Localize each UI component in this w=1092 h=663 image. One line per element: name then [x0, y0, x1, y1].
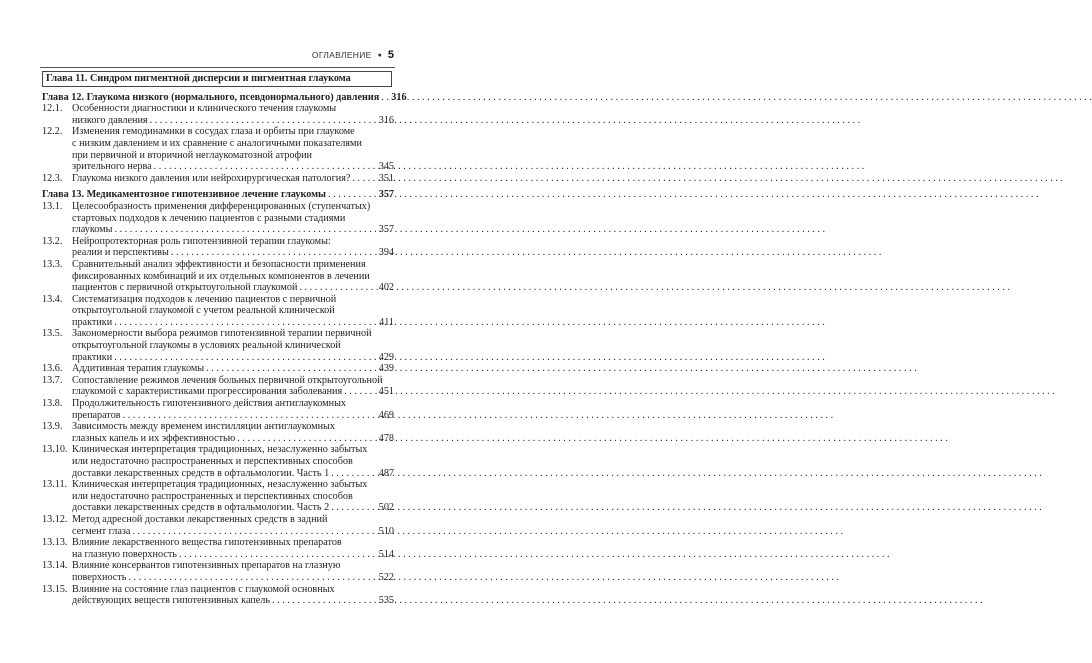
running-head [312, 47, 394, 63]
dot-leader [299, 282, 376, 294]
section-number: 13.8. [42, 398, 63, 410]
title-line-last [72, 549, 394, 561]
title-line: или недостаточно распространенных и перспективных способов [72, 456, 353, 467]
section-number: 12.1. [42, 103, 63, 115]
section-title [72, 201, 394, 236]
title-line: Клиническая интерпретация традиционных, незаслуженно забытых [72, 479, 368, 491]
toc-page-number: 478 [378, 432, 394, 444]
section-title [72, 173, 394, 185]
title-line: Сопоставление режимов лечения больных первичной открытоугольной [72, 374, 383, 386]
toc-entry [42, 259, 394, 294]
title-line-last [72, 386, 394, 398]
title-line: Сравнительный анализ эффективности и безопасности применения [72, 258, 366, 270]
title-line-text: доставки лекарственных средств в офтальмологии. Часть 1 [72, 467, 330, 479]
section-number: 12.3. [42, 172, 63, 184]
title-line-text: поверхность [72, 571, 127, 583]
toc-entry [42, 479, 394, 514]
toc-page-number: 357 [378, 189, 394, 201]
title-line: фиксированных комбинаций и их отдельных компонентов в лечении [72, 270, 370, 282]
dot-leader [154, 161, 377, 173]
title-line: открытоугольной глаукомы в условиях реальной клинической [72, 340, 341, 352]
dot-leader [132, 526, 376, 538]
title-line-text: Аддитивная терапия глаукомы [72, 363, 205, 375]
title-line-text: низкого давления [72, 114, 148, 126]
section-number: 13.12. [42, 513, 68, 525]
title-line: Систематизация подходов к лечению пациентов с первичной [72, 293, 337, 305]
title-line: Метод адресной доставки лекарственных средств в задний [72, 513, 328, 525]
page-number: 5 [387, 49, 394, 61]
title-line-text: Глаукома низкого давления или нейрохирургическая патология? [72, 172, 351, 184]
section-title [72, 236, 394, 259]
dot-leader [114, 224, 376, 236]
toc-entry [42, 201, 394, 236]
toc-entry [42, 294, 394, 329]
title-line-text: реалии и перспективы [72, 247, 169, 259]
toc-entry [42, 537, 394, 560]
title-line-last [72, 526, 394, 538]
title-line-text: практики [72, 351, 113, 363]
title-line-last [72, 161, 394, 173]
chapter-heading [42, 91, 407, 104]
toc-page-number: 345 [378, 161, 394, 173]
title-line-text: пациентов с первичной открытоугольной глаукомой [72, 282, 298, 294]
section-title [72, 584, 394, 607]
title-line: Влияние на состояние глаз пациентов с глаукомой основных [72, 583, 335, 595]
title-line-text: зрительного нерва [72, 161, 152, 173]
section-number: 13.4. [42, 293, 63, 305]
toc-page-number: 394 [378, 247, 394, 259]
title-line-last [72, 173, 394, 185]
toc-page-number: 439 [378, 363, 394, 375]
section-number: 13.13. [42, 537, 68, 549]
toc-page-number: 411 [379, 316, 394, 328]
title-line-last [72, 363, 394, 375]
title-line: при первичной и вторичной неглаукоматозной атрофии [72, 149, 313, 161]
section-number: 13.2. [42, 235, 63, 247]
title-line: Влияние лекарственного вещества гипотензивных препаратов [72, 537, 342, 549]
title-line: Нейропротекторная роль гипотензивной терапии глаукомы: [72, 235, 331, 247]
dot-leader [331, 468, 377, 480]
section-title [72, 514, 394, 537]
table-of-contents [42, 71, 407, 607]
section-title [72, 363, 394, 375]
title-line: Изменения гемодинамики в сосудах глаза и орбиты при глаукоме [72, 126, 355, 138]
dot-leader [272, 595, 377, 607]
dot-leader [352, 173, 376, 185]
section-title [72, 479, 394, 514]
chapter-heading-boxed: Глава 11. Синдром пигментной дисперсии и пигментная глаукома [42, 71, 392, 87]
section-number: 12.2. [42, 126, 63, 138]
dot-leader [150, 115, 377, 127]
toc-entry [42, 560, 394, 583]
section-title [72, 537, 394, 560]
dot-leader [237, 433, 376, 445]
section-number: 13.6. [42, 363, 63, 375]
toc-page-number: 316 [378, 114, 394, 126]
title-line-text: глаукомы [72, 224, 113, 236]
dot-leader [128, 572, 376, 584]
toc-page-number: 351 [378, 172, 394, 184]
title-line-text: на глазную поверхность [72, 548, 177, 560]
toc-entry [42, 236, 394, 259]
dot-leader [344, 386, 377, 398]
title-line: Особенности диагностики и клинического течения глаукомы [72, 103, 337, 115]
toc-entry [42, 173, 394, 185]
dot-leader [171, 247, 377, 259]
title-line-text: практики [72, 316, 113, 328]
title-line-last [72, 115, 394, 127]
title-line-text: препаратов [72, 409, 121, 421]
title-line: Целесообразность применения дифференцированных (ступенчатых) [72, 200, 371, 212]
title-line-last [72, 282, 394, 294]
section-title [72, 421, 394, 444]
document-page [0, 0, 450, 663]
section-title [72, 398, 394, 421]
toc-page-number: 429 [378, 351, 394, 363]
title-line: открытоугольной глаукомой с учетом реальной клинической [72, 305, 335, 317]
toc-entry [42, 103, 394, 126]
title-line-last [72, 247, 394, 259]
section-number: 13.1. [42, 200, 63, 212]
section-title [72, 103, 394, 126]
toc-page-number: 502 [378, 502, 394, 514]
toc-entry [42, 328, 394, 363]
bullet-icon: ● [377, 51, 382, 59]
dot-leader [114, 352, 377, 364]
title-line-text: действующих веществ гипотензивных капель [72, 595, 271, 607]
title-line-last [72, 433, 394, 445]
title-line-last [72, 595, 394, 607]
section-title [72, 259, 394, 294]
section-number: 13.3. [42, 258, 63, 270]
dot-leader [206, 363, 377, 375]
section-number: 13.11. [42, 479, 68, 491]
section-number: 13.10. [42, 444, 68, 456]
title-line-last [72, 410, 394, 422]
toc-page-number: 510 [378, 525, 394, 537]
section-title [72, 444, 394, 479]
title-line: Закономерности выбора режимов гипотензивной терапии первичной [72, 328, 372, 340]
toc-page-number: 522 [378, 571, 394, 583]
toc-page-number: 535 [378, 595, 394, 607]
toc-page-number: 514 [378, 548, 394, 560]
toc-entry [42, 584, 394, 607]
dot-leader [123, 410, 377, 422]
toc-entry [42, 375, 394, 398]
toc-page-number: 487 [378, 467, 394, 479]
title-line: стартовых подходов к лечению пациентов с разными стадиями [72, 212, 346, 224]
toc-page-number: 469 [378, 409, 394, 421]
toc-entry [42, 514, 394, 537]
toc-page-number: 451 [378, 386, 394, 398]
section-title [72, 328, 394, 363]
section-number: 13.9. [42, 421, 63, 433]
section-title [72, 294, 394, 329]
toc-page-number: 402 [378, 282, 394, 294]
toc-page-number: 316 [391, 91, 407, 103]
title-line-last [72, 468, 394, 480]
section-number: 13.7. [42, 374, 63, 386]
toc-entry [42, 363, 394, 375]
toc-entry [42, 398, 394, 421]
toc-page-number: 357 [378, 224, 394, 236]
title-line-last [72, 317, 394, 329]
title-line-last [72, 572, 394, 584]
section-number: 13.15. [42, 583, 68, 595]
section-title [72, 375, 394, 398]
dot-leader [381, 92, 389, 104]
title-line-text: доставки лекарственных средств в офтальмологии. Часть 2 [72, 502, 330, 514]
title-line-text: сегмент глаза [72, 525, 131, 537]
title-line-last [72, 352, 394, 364]
section-title [72, 560, 394, 583]
running-head-label: ОГЛАВЛЕНИЕ [311, 50, 372, 60]
title-line-last [72, 224, 394, 236]
section-title [72, 126, 394, 172]
chapter-heading [42, 189, 394, 201]
toc-entry [42, 421, 394, 444]
section-number: 13.5. [42, 328, 63, 340]
dot-leader [179, 549, 377, 561]
title-line: Продолжительность гипотензивного действия антиглаукомных [72, 398, 347, 410]
dot-leader [331, 502, 377, 514]
title-line-last [72, 502, 394, 514]
header-divider [40, 67, 395, 68]
chapter-title: Глава 12. Глаукома низкого (нормального, псевдонормального) давления [42, 91, 380, 103]
dot-leader [114, 317, 377, 329]
title-line-text: глаукомой с характеристиками прогрессирования заболевания [72, 386, 343, 398]
title-line: или недостаточно распространенных и перспективных способов [72, 490, 353, 502]
title-line: Зависимость между временем инстилляции антиглаукомных [72, 421, 335, 433]
title-line-text: глазных капель и их эффективностью [72, 432, 236, 444]
toc-entry [42, 444, 394, 479]
section-number: 13.14. [42, 560, 68, 572]
title-line: с низким давлением и их сравнение с аналогичными показателями [72, 137, 362, 149]
dot-leader [328, 189, 377, 201]
toc-entry [42, 126, 394, 172]
title-line: Влияние консервантов гипотензивных препаратов на глазную [72, 560, 341, 572]
chapter-title: Глава 13. Медикаментозное гипотензивное лечение глаукомы [42, 189, 326, 201]
title-line: Клиническая интерпретация традиционных, незаслуженно забытых [72, 444, 368, 456]
